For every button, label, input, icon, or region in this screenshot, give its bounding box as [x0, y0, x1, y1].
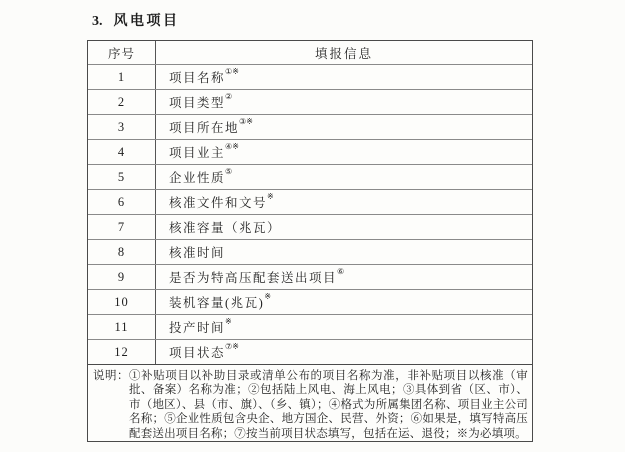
table-row [88, 239, 532, 264]
row-label: 项目名称 ①※ [169, 67, 239, 85]
row-number: 6 [88, 190, 156, 214]
row-label: 项目类型 ② [169, 92, 233, 110]
table-row [88, 314, 532, 339]
table-header-row [88, 41, 532, 64]
row-label: 核准时间 [169, 246, 226, 260]
table-row [88, 164, 532, 189]
table-row [88, 64, 532, 89]
row-number: 1 [88, 65, 156, 89]
row-number: 10 [88, 290, 156, 314]
section-number: 3. [92, 14, 103, 29]
row-label: 是否为特高压配套送出项目 ⑥ [169, 267, 345, 285]
section-title [92, 10, 180, 30]
wind-project-table [87, 40, 533, 442]
row-number: 5 [88, 165, 156, 189]
row-number: 4 [88, 140, 156, 164]
row-number: 3 [88, 115, 156, 139]
table-row [88, 264, 532, 289]
section-title-text: 风电项目 [113, 14, 180, 29]
row-number: 7 [88, 215, 156, 239]
header-serial-number: 序号 [88, 41, 156, 64]
table-row [88, 339, 532, 364]
table-row [88, 139, 532, 164]
row-label: 核准容量（兆瓦） [169, 221, 282, 235]
row-label: 核准文件和文号 ※ [169, 192, 274, 210]
row-number: 12 [88, 340, 156, 364]
row-label: 装机容量(兆瓦) ※ [169, 292, 272, 310]
row-number: 2 [88, 90, 156, 114]
row-label: 企业性质 ⑤ [169, 167, 233, 185]
table-row [88, 89, 532, 114]
row-number: 8 [88, 240, 156, 264]
header-fill-info: 填报信息 [314, 46, 373, 61]
table-row [88, 189, 532, 214]
table-notes-row [88, 364, 532, 441]
row-number: 11 [88, 315, 156, 339]
table-row [88, 289, 532, 314]
notes-body: ①补贴项目以补助目录或清单公布的项目名称为准，非补贴项目以核准（审批、备案）名称为准；②包括陆上风电、海上风电；③具体到省（区、市）、市（地区）、县（市、旗）、（乡、镇）；④格式为所属集团名称、项目业主公司名称；⑤企业性质包含央企、地方国企、民营、外资；⑥如果是，填写特高压配套送出项目名称；⑦按当前项目状态填写，包括在运、退役；※为必填项。 [129, 370, 528, 440]
notes-label: 说明： [93, 370, 129, 382]
row-number: 9 [88, 265, 156, 289]
row-label: 项目所在地 ③※ [169, 117, 253, 135]
row-label: 项目状态 ⑦※ [169, 342, 239, 360]
table-row [88, 214, 532, 239]
row-label: 投产时间 ※ [169, 317, 232, 335]
table-row [88, 114, 532, 139]
row-label: 项目业主 ④※ [169, 142, 239, 160]
